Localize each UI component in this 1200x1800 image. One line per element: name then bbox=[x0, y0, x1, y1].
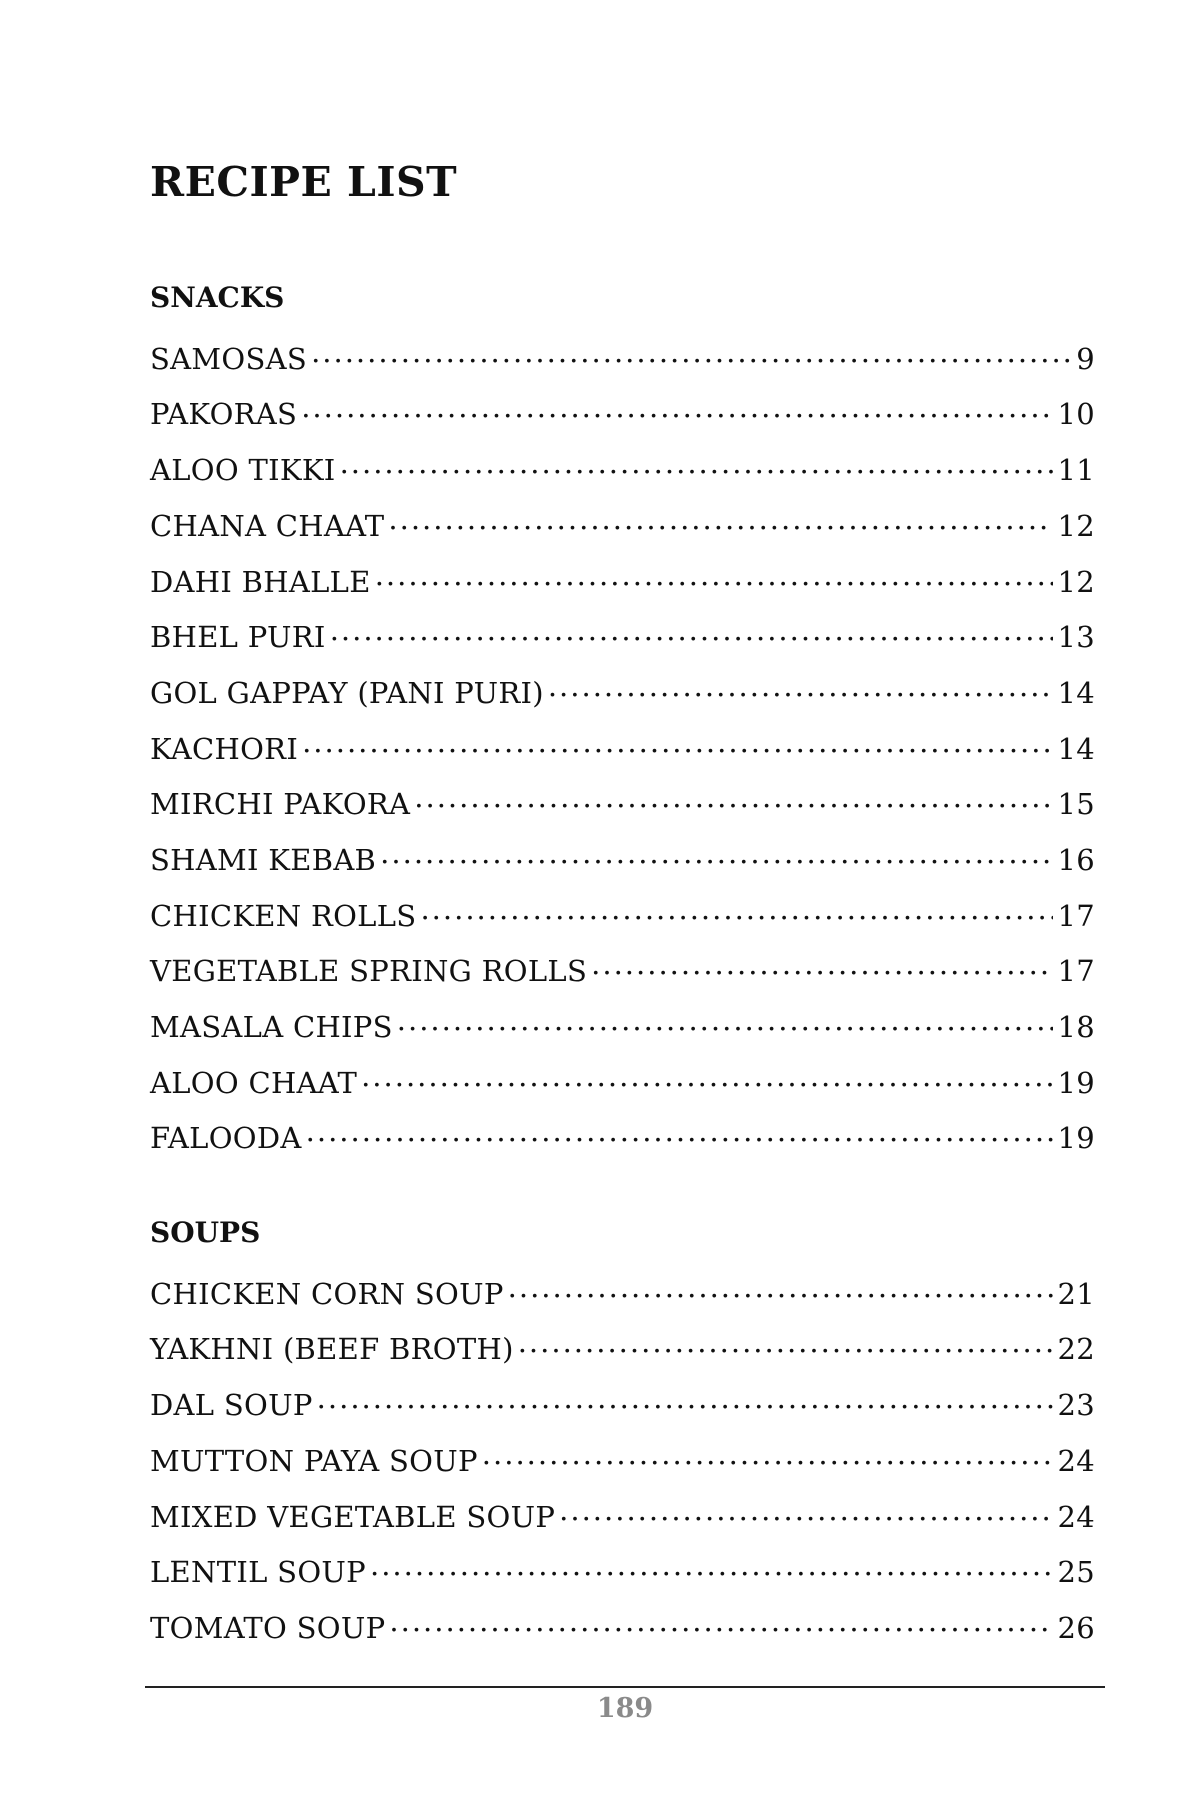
toc-entry-page-number: 24 bbox=[1057, 1499, 1095, 1534]
dot-leader bbox=[388, 501, 1053, 536]
toc-entry-page-number: 11 bbox=[1057, 453, 1095, 488]
toc-entry-page-number: 9 bbox=[1076, 341, 1095, 376]
toc-entry-page-number: 18 bbox=[1057, 1010, 1095, 1045]
toc-list-snacks bbox=[150, 334, 1095, 1169]
dot-leader bbox=[370, 1547, 1054, 1582]
toc-entry-title: ALOO TIKKI bbox=[150, 453, 336, 488]
dot-leader bbox=[591, 947, 1053, 982]
footer-divider bbox=[145, 1686, 1105, 1688]
dot-leader bbox=[389, 1603, 1053, 1638]
dot-leader bbox=[420, 891, 1053, 926]
toc-entry-title: DAHI BHALLE bbox=[150, 564, 371, 599]
page-title: RECIPE LIST bbox=[150, 158, 458, 206]
toc-entry-title: SAMOSAS bbox=[150, 341, 308, 376]
dot-leader bbox=[482, 1436, 1054, 1471]
toc-entry-page-number: 17 bbox=[1057, 898, 1095, 933]
toc-entry-page-number: 24 bbox=[1057, 1443, 1095, 1478]
toc-entry-title: MIXED VEGETABLE SOUP bbox=[150, 1499, 556, 1534]
section-soups bbox=[150, 1213, 1095, 1659]
toc-entry bbox=[150, 1114, 1095, 1170]
toc-entry-page-number: 26 bbox=[1057, 1610, 1095, 1645]
toc-entry-title: FALOODA bbox=[150, 1121, 302, 1156]
toc-entry-page-number: 15 bbox=[1057, 787, 1095, 822]
toc-entry bbox=[150, 445, 1095, 501]
toc-entry bbox=[150, 891, 1095, 947]
dot-leader bbox=[518, 1325, 1054, 1360]
toc-entry-page-number: 21 bbox=[1057, 1276, 1095, 1311]
toc-entry-title: DAL SOUP bbox=[150, 1388, 313, 1423]
toc-entry-page-number: 12 bbox=[1057, 564, 1095, 599]
toc-list-soups bbox=[150, 1269, 1095, 1659]
toc-entry-title: VEGETABLE SPRING ROLLS bbox=[150, 954, 588, 989]
dot-leader bbox=[380, 835, 1053, 870]
toc-entry-page-number: 25 bbox=[1057, 1555, 1095, 1590]
toc-entry bbox=[150, 780, 1095, 836]
toc-entry-page-number: 13 bbox=[1057, 620, 1095, 655]
dot-leader bbox=[397, 1002, 1054, 1037]
dot-leader bbox=[317, 1380, 1054, 1415]
toc-entry-title: MIRCHI PAKORA bbox=[150, 787, 411, 822]
toc-entry bbox=[150, 612, 1095, 668]
toc-entry bbox=[150, 1058, 1095, 1114]
section-heading-soups: SOUPS bbox=[150, 1216, 261, 1249]
toc-entry-title: BHEL PURI bbox=[150, 620, 326, 655]
dot-leader bbox=[330, 612, 1054, 647]
toc-entry-page-number: 22 bbox=[1057, 1332, 1095, 1367]
dot-leader bbox=[559, 1492, 1053, 1527]
toc-entry-title: MASALA CHIPS bbox=[150, 1010, 393, 1045]
toc-entry bbox=[150, 1547, 1095, 1603]
toc-entry-title: PAKORAS bbox=[150, 397, 298, 432]
toc-entry bbox=[150, 501, 1095, 557]
toc-entry-title: CHICKEN ROLLS bbox=[150, 898, 417, 933]
toc-entry-title: LENTIL SOUP bbox=[150, 1555, 366, 1590]
toc-entry-title: CHICKEN CORN SOUP bbox=[150, 1276, 504, 1311]
toc-entry-title: YAKHNI (BEEF BROTH) bbox=[150, 1332, 514, 1367]
toc-entry-page-number: 14 bbox=[1057, 731, 1095, 766]
toc-entry-title: MUTTON PAYA SOUP bbox=[150, 1443, 478, 1478]
toc-entry-page-number: 10 bbox=[1057, 397, 1095, 432]
toc-entry-page-number: 19 bbox=[1057, 1065, 1095, 1100]
toc-entry bbox=[150, 1002, 1095, 1058]
toc-entry bbox=[150, 1269, 1095, 1325]
dot-leader bbox=[302, 724, 1053, 759]
toc-entry bbox=[150, 1492, 1095, 1548]
dot-leader bbox=[414, 780, 1053, 815]
toc-entry bbox=[150, 334, 1095, 390]
toc-entry-page-number: 16 bbox=[1057, 842, 1095, 877]
dot-leader bbox=[340, 445, 1054, 480]
toc-entry-page-number: 12 bbox=[1057, 508, 1095, 543]
toc-entry-title: CHANA CHAAT bbox=[150, 508, 385, 543]
toc-entry-title: ALOO CHAAT bbox=[150, 1065, 358, 1100]
dot-leader bbox=[375, 557, 1054, 592]
toc-entry bbox=[150, 1436, 1095, 1492]
toc-entry bbox=[150, 1603, 1095, 1659]
toc-entry bbox=[150, 557, 1095, 613]
section-heading-snacks: SNACKS bbox=[150, 281, 285, 314]
toc-entry bbox=[150, 1325, 1095, 1381]
dot-leader bbox=[306, 1114, 1054, 1149]
dot-leader bbox=[361, 1058, 1053, 1093]
toc-entry-title: TOMATO SOUP bbox=[150, 1610, 386, 1645]
toc-entry-title: KACHORI bbox=[150, 731, 299, 766]
toc-entry bbox=[150, 835, 1095, 891]
toc-entry-page-number: 17 bbox=[1057, 954, 1095, 989]
toc-entry bbox=[150, 724, 1095, 780]
dot-leader bbox=[508, 1269, 1054, 1304]
dot-leader bbox=[311, 334, 1072, 369]
dot-leader bbox=[548, 668, 1054, 703]
dot-leader bbox=[301, 390, 1053, 425]
toc-entry-page-number: 14 bbox=[1057, 675, 1095, 710]
toc-entry bbox=[150, 947, 1095, 1003]
toc-entry bbox=[150, 668, 1095, 724]
toc-entry-page-number: 19 bbox=[1057, 1121, 1095, 1156]
toc-entry bbox=[150, 1380, 1095, 1436]
toc-entry-page-number: 23 bbox=[1057, 1388, 1095, 1423]
page-number: 189 bbox=[596, 1693, 654, 1724]
toc-entry bbox=[150, 390, 1095, 446]
toc-entry-title: SHAMI KEBAB bbox=[150, 842, 377, 877]
section-snacks bbox=[150, 278, 1095, 1169]
toc-entry-title: GOL GAPPAY (PANI PURI) bbox=[150, 675, 544, 710]
